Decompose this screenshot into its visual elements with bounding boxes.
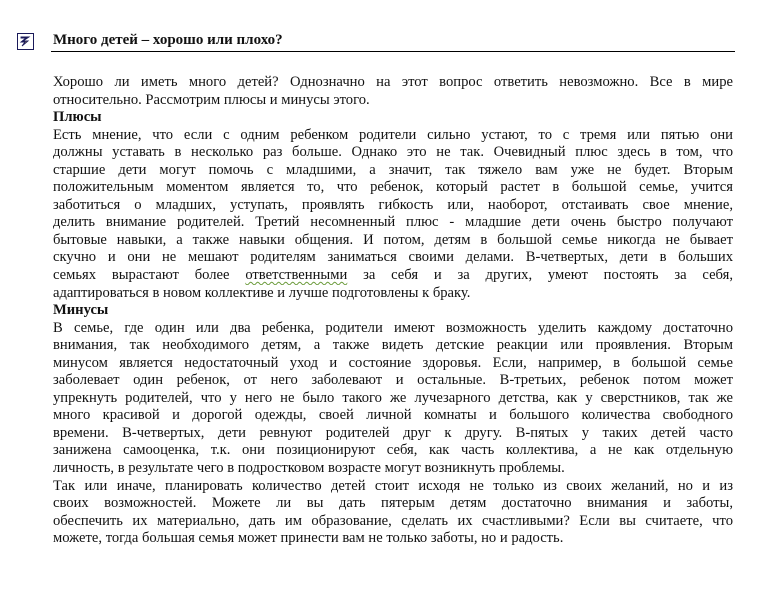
text-line: относительно. Рассмотрим плюсы и минусы этого.	[53, 91, 370, 108]
text-line: Так или иначе, планировать количество детей стоит исходя не только из своих желаний, но и из	[53, 477, 733, 494]
spellcheck-flagged-word[interactable]: ответственными	[245, 267, 348, 284]
text-line: делить внимание родителей. Третий несомненный плюс - младшие дети очень быстро получают	[53, 214, 733, 231]
document-title: Много детей – хорошо или плохо?	[53, 32, 283, 48]
text-line: много красивой и дорогой одежды, своей личной комнаты и большого количества свободного	[53, 407, 733, 424]
text-line: положительным моментом является то, что ребенок, который растет в большой семье, учится	[53, 179, 733, 196]
text-line: заботиться о младших, уступать, проявлять гибкость или, наоборот, отстаивать свое мнение,	[53, 196, 733, 213]
text-line: Хорошо ли иметь много детей? Однозначно на этот вопрос ответить невозможно. Все в мире	[53, 74, 733, 90]
pros-paragraph	[53, 127, 733, 302]
text-line	[53, 267, 733, 285]
note-icon	[17, 33, 34, 50]
text-line: занижена самооценка, т.к. они позиционируют себя, как часть коллектива, а не как отдельную	[53, 442, 733, 459]
text-line: адаптироваться в новом коллективе и лучше подготовлены к браку.	[53, 284, 471, 301]
conclusion-paragraph	[53, 478, 733, 548]
text-line: обеспечить их материально, дать им образование, сделать их счастливыми? Если вы считаете, что	[53, 512, 733, 529]
text-segment: за себя и за других, умеют постоять за себя,	[347, 267, 733, 284]
text-line: внимания, так необходимого детям, а также видеть детские реакции или проявления. Вторым	[53, 337, 733, 354]
text-line: В семье, где один или два ребенка, родители имеют возможность уделить каждому достаточно	[53, 319, 733, 336]
text-line: минусом является недостаточный уход и состояние здоровья. Если, например, в большой семье	[53, 354, 733, 371]
text-line: личность, в результате чего в подростковом возрасте могут возникнуть проблемы.	[53, 460, 565, 477]
text-line: упрекнуть родителей, что у него не было такого же лучезарного детства, как у сверстников, так же	[53, 389, 733, 406]
text-line: старшие дети могут помочь с младшими, а значит, так тяжело вам уже не будет. Вторым	[53, 161, 733, 178]
text-line: можете, тогда большая семья может принести вам не только заботы, но и радость.	[53, 530, 564, 547]
cons-paragraph	[53, 320, 733, 478]
text-line: должны уставать в несколько раз больше. Однако это не так. Очевидный плюс здесь в том, что	[53, 144, 733, 161]
document-body	[53, 74, 733, 548]
cons-heading: Минусы	[53, 302, 109, 319]
text-line: заболевает один ребенок, от него заболевают и остальные. В-третьих, ребенок потом может	[53, 372, 733, 389]
text-line: бытовые навыки, а также навыки общения. И потом, детям в большой семье никогда не бывает	[53, 231, 733, 248]
title-divider	[51, 51, 735, 52]
pros-heading: Плюсы	[53, 109, 102, 126]
text-line: своих возможностей. Можете ли вы дать пятерым детям достаточно внимания и заботы,	[53, 495, 733, 512]
text-line: Есть мнение, что если с одним ребенком родители сильно устают, то с тремя или пятью они	[53, 126, 733, 143]
intro-paragraph	[53, 74, 733, 109]
text-segment: семьях вырастают более	[53, 267, 246, 284]
lightning-note-icon	[18, 34, 33, 49]
text-line: скучно и они не мешают родителям заниматься своими делами. В-четвертых, дети в больших	[53, 249, 733, 266]
text-line: времени. В-четвертых, дети ревнуют родителей друг к другу. В-пятых у таких детей часто	[53, 424, 733, 441]
